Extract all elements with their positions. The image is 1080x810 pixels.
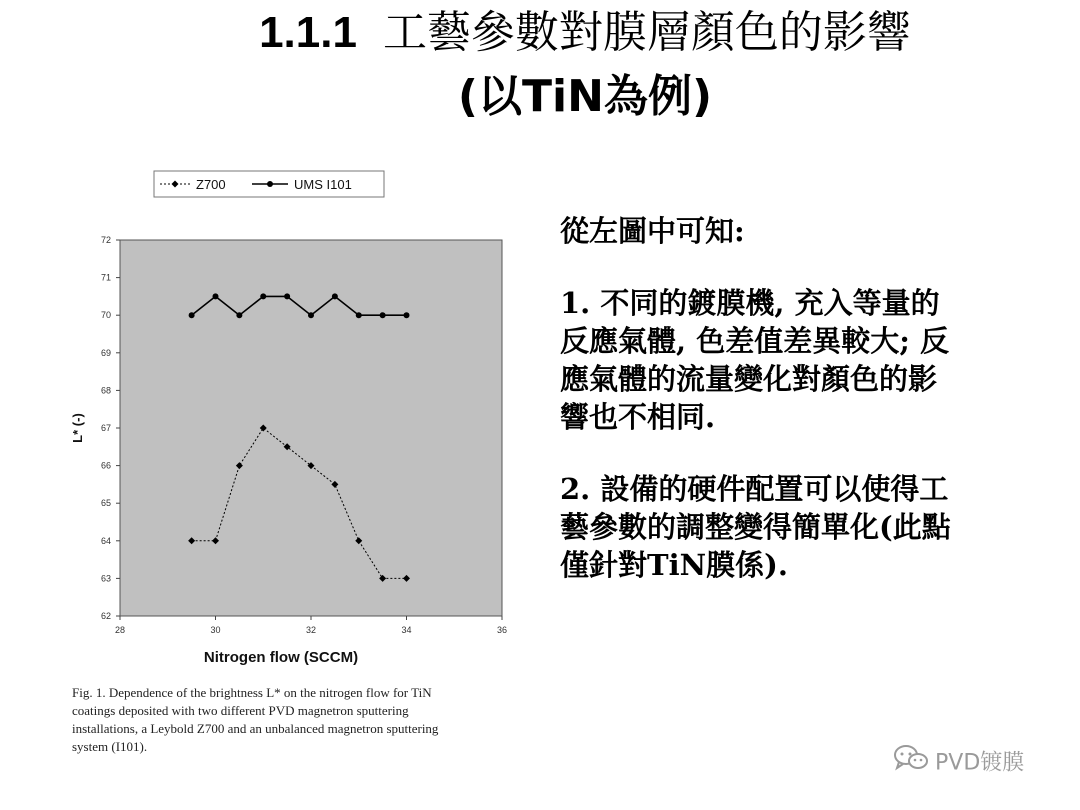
watermark xyxy=(893,744,1024,778)
data-point xyxy=(404,312,410,318)
point-2-line: 藝參數的調整變得簡單化(此點 xyxy=(560,510,951,544)
caption-line: system (I101). xyxy=(72,739,148,754)
data-point xyxy=(308,312,314,318)
data-point xyxy=(332,293,338,299)
y-tick-label: 66 xyxy=(100,460,111,471)
point-2-line: 2. 設備的硬件配置可以使得工 xyxy=(560,472,949,506)
point-1-line: 1. 不同的鍍膜機, 充入等量的 xyxy=(560,286,940,320)
caption-line: Fig. 1. Dependence of the brightness L* on the nitrogen flow for TiN xyxy=(72,685,432,700)
x-tick-label: 32 xyxy=(305,625,317,635)
y-tick-label: 70 xyxy=(100,310,111,321)
x-tick-label: 34 xyxy=(401,625,412,635)
point-1-line: 響也不相同. xyxy=(560,400,716,434)
watermark-text: PVD镀膜 xyxy=(935,750,1025,776)
y-tick-label: 72 xyxy=(100,235,111,245)
explanation-text xyxy=(560,212,1060,584)
plot-area xyxy=(120,240,502,616)
data-point xyxy=(284,293,290,299)
point-1-line: 反應氣體, 色差值差異較大; 反 xyxy=(560,324,949,358)
data-point xyxy=(380,312,386,318)
figure-caption xyxy=(72,684,512,756)
x-tick-label: 36 xyxy=(496,625,508,635)
caption-line: installations, a Leybold Z700 and an unbalanced magnetron sputtering xyxy=(72,721,439,736)
point-2-line: 僅針對TiN膜係). xyxy=(560,548,788,582)
chart xyxy=(60,150,530,680)
wechat-icon xyxy=(893,744,929,778)
point-1-line: 應氣體的流量變化對顏色的影 xyxy=(560,362,938,396)
x-tick-label: 30 xyxy=(210,625,221,635)
data-point xyxy=(260,293,266,299)
data-point xyxy=(213,293,219,299)
y-tick-label: 67 xyxy=(100,423,111,433)
y-tick-label: 64 xyxy=(100,535,111,546)
intro-text: 從左圖中可知: xyxy=(560,214,745,248)
y-tick-label: 63 xyxy=(100,573,111,584)
legend-label-z700: Z700 xyxy=(196,177,226,192)
y-tick-label: 62 xyxy=(100,611,111,621)
y-tick-label: 69 xyxy=(100,347,111,358)
legend-label-ums: UMS I101 xyxy=(294,177,352,192)
x-axis-label: Nitrogen flow (SCCM) xyxy=(203,649,359,666)
y-tick-label: 68 xyxy=(100,385,111,396)
y-tick-label: 71 xyxy=(100,272,111,283)
data-point xyxy=(356,312,362,318)
y-axis-label: L* (-) xyxy=(70,413,85,443)
caption-line: coatings deposited with two different PVD magnetron sputtering xyxy=(72,703,409,718)
y-tick-label: 65 xyxy=(100,498,111,509)
x-tick-label: 28 xyxy=(114,625,126,635)
slide-subtitle: (以TiN為例) xyxy=(457,71,713,122)
data-point xyxy=(189,312,195,318)
data-point xyxy=(236,312,242,318)
title-number: 1.1.1 xyxy=(259,8,357,57)
slide-title xyxy=(0,6,1080,60)
title-text: 工藝參數對膜層顏色的影響 xyxy=(382,7,911,58)
legend-marker-ums xyxy=(267,181,273,187)
